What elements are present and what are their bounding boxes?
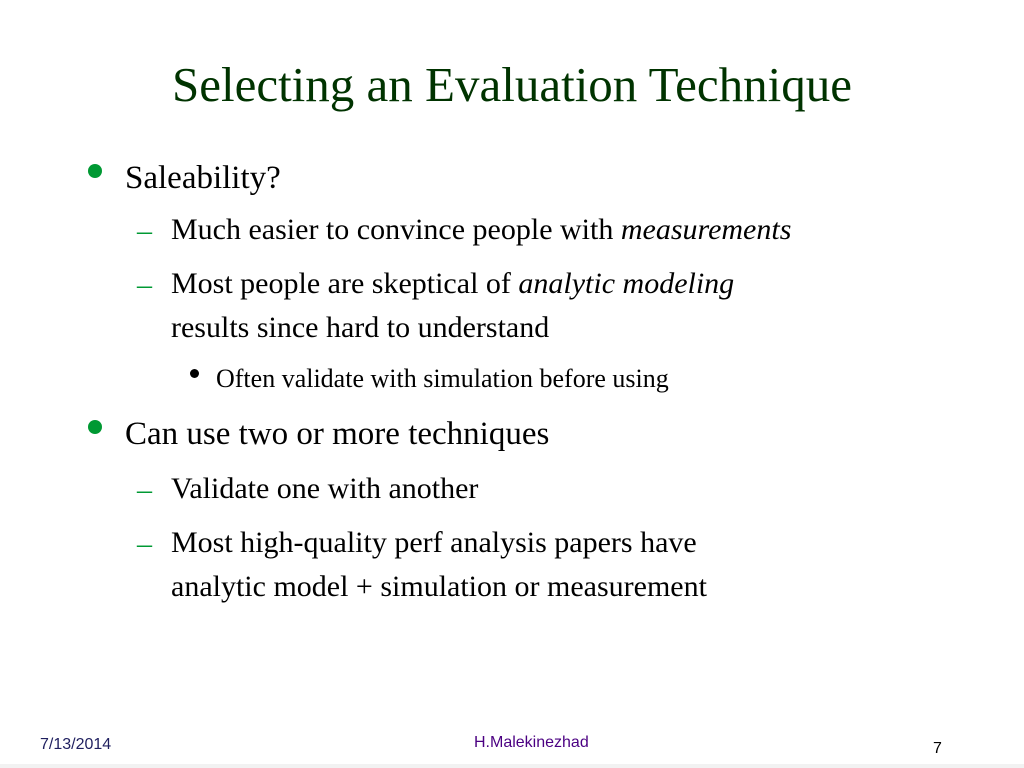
dash-icon: – <box>137 473 152 506</box>
subitem-2-2: Most high-quality perf analysis papers have <box>171 526 697 559</box>
bullet-1-text: Saleability? <box>125 160 281 196</box>
subitem-1-2-line2: results since hard to understand <box>171 311 550 344</box>
dash-icon: – <box>137 268 152 301</box>
slide-title: Selecting an Evaluation Technique <box>171 57 853 112</box>
subitem-1-1-text: Much easier to convince people with <box>171 213 621 246</box>
subitem-1-1-emphasis: measurements <box>620 213 792 246</box>
subitem-2-2-line2: analytic model + simulation or measurement <box>171 570 707 603</box>
subitem-1-1 <box>171 208 791 252</box>
bullet-2-text: Can use two or more techniques <box>125 416 550 452</box>
subitem-1-2-text: Most people are skeptical of <box>171 267 519 300</box>
subsubitem-1-2-1: Often validate with simulation before using <box>216 364 669 393</box>
subitem-2-1: Validate one with another <box>171 472 479 505</box>
subitem-1-2-emphasis: analytic modeling <box>518 267 735 300</box>
small-bullet-icon <box>190 369 199 378</box>
dash-icon: – <box>137 527 152 560</box>
subitem-1-2 <box>171 262 734 306</box>
footer-author: H.Malekinezhad <box>474 734 589 751</box>
dash-icon: – <box>137 214 152 247</box>
footer-page-number: 7 <box>933 740 942 757</box>
footer-date: 7/13/2014 <box>40 736 112 753</box>
footer-divider <box>0 764 1024 768</box>
bullet-icon <box>88 164 102 178</box>
bullet-icon <box>88 420 102 434</box>
